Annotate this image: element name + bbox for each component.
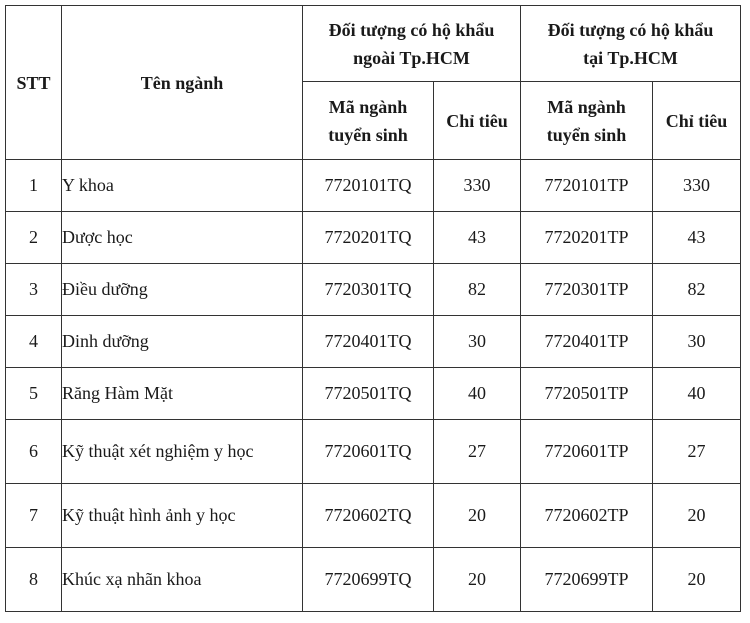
inside-quota-cell: 82	[653, 264, 741, 316]
outside-code-cell: 7720699TQ	[303, 548, 434, 612]
table-row	[6, 484, 741, 548]
inside-code-cell: 7720601TP	[521, 420, 653, 484]
table-row	[6, 548, 741, 612]
major-name-cell: Khúc xạ nhãn khoa	[62, 548, 303, 612]
inside-code-cell: 7720301TP	[521, 264, 653, 316]
stt-cell: 4	[6, 316, 62, 368]
outside-code-cell: 7720301TQ	[303, 264, 434, 316]
outside-code-cell: 7720101TQ	[303, 160, 434, 212]
outside-hcm-group-header: Đối tượng có hộ khẩu ngoài Tp.HCM	[303, 6, 521, 82]
inside-code-cell: 7720602TP	[521, 484, 653, 548]
outside-quota-cell: 30	[434, 316, 521, 368]
outside-quota-cell: 330	[434, 160, 521, 212]
inside-code-cell: 7720699TP	[521, 548, 653, 612]
outside-quota-header: Chỉ tiêu	[434, 82, 521, 160]
table-row	[6, 212, 741, 264]
outside-quota-cell: 20	[434, 484, 521, 548]
header-row-top	[6, 6, 741, 82]
stt-cell: 3	[6, 264, 62, 316]
outside-quota-cell: 27	[434, 420, 521, 484]
stt-cell: 2	[6, 212, 62, 264]
outside-code-cell: 7720601TQ	[303, 420, 434, 484]
inside-quota-cell: 30	[653, 316, 741, 368]
inside-code-cell: 7720401TP	[521, 316, 653, 368]
inside-quota-cell: 330	[653, 160, 741, 212]
inside-quota-cell: 20	[653, 484, 741, 548]
admissions-table	[5, 5, 741, 612]
table-row	[6, 264, 741, 316]
table-row	[6, 160, 741, 212]
stt-cell: 1	[6, 160, 62, 212]
inside-hcm-group-header: Đối tượng có hộ khẩu tại Tp.HCM	[521, 6, 741, 82]
inside-code-cell: 7720501TP	[521, 368, 653, 420]
major-name-cell: Y khoa	[62, 160, 303, 212]
outside-quota-cell: 82	[434, 264, 521, 316]
inside-quota-header: Chỉ tiêu	[653, 82, 741, 160]
outside-code-cell: 7720401TQ	[303, 316, 434, 368]
outside-code-cell: 7720501TQ	[303, 368, 434, 420]
inside-quota-cell: 43	[653, 212, 741, 264]
stt-header: STT	[6, 6, 62, 160]
major-name-cell: Kỹ thuật hình ảnh y học	[62, 484, 303, 548]
stt-cell: 6	[6, 420, 62, 484]
outside-code-cell: 7720201TQ	[303, 212, 434, 264]
outside-quota-cell: 40	[434, 368, 521, 420]
inside-code-cell: 7720101TP	[521, 160, 653, 212]
inside-quota-cell: 27	[653, 420, 741, 484]
inside-quota-cell: 20	[653, 548, 741, 612]
stt-cell: 5	[6, 368, 62, 420]
table-row	[6, 368, 741, 420]
outside-code-cell: 7720602TQ	[303, 484, 434, 548]
inside-code-cell: 7720201TP	[521, 212, 653, 264]
inside-quota-cell: 40	[653, 368, 741, 420]
major-name-cell: Dược học	[62, 212, 303, 264]
outside-quota-cell: 43	[434, 212, 521, 264]
major-name-cell: Răng Hàm Mặt	[62, 368, 303, 420]
outside-code-header: Mã ngành tuyển sinh	[303, 82, 434, 160]
major-name-cell: Kỹ thuật xét nghiệm y học	[62, 420, 303, 484]
table-row	[6, 316, 741, 368]
outside-quota-cell: 20	[434, 548, 521, 612]
major-name-cell: Dinh dưỡng	[62, 316, 303, 368]
inside-code-header: Mã ngành tuyển sinh	[521, 82, 653, 160]
major-name-cell: Điều dưỡng	[62, 264, 303, 316]
stt-cell: 7	[6, 484, 62, 548]
major-name-header: Tên ngành	[62, 6, 303, 160]
table-row	[6, 420, 741, 484]
stt-cell: 8	[6, 548, 62, 612]
